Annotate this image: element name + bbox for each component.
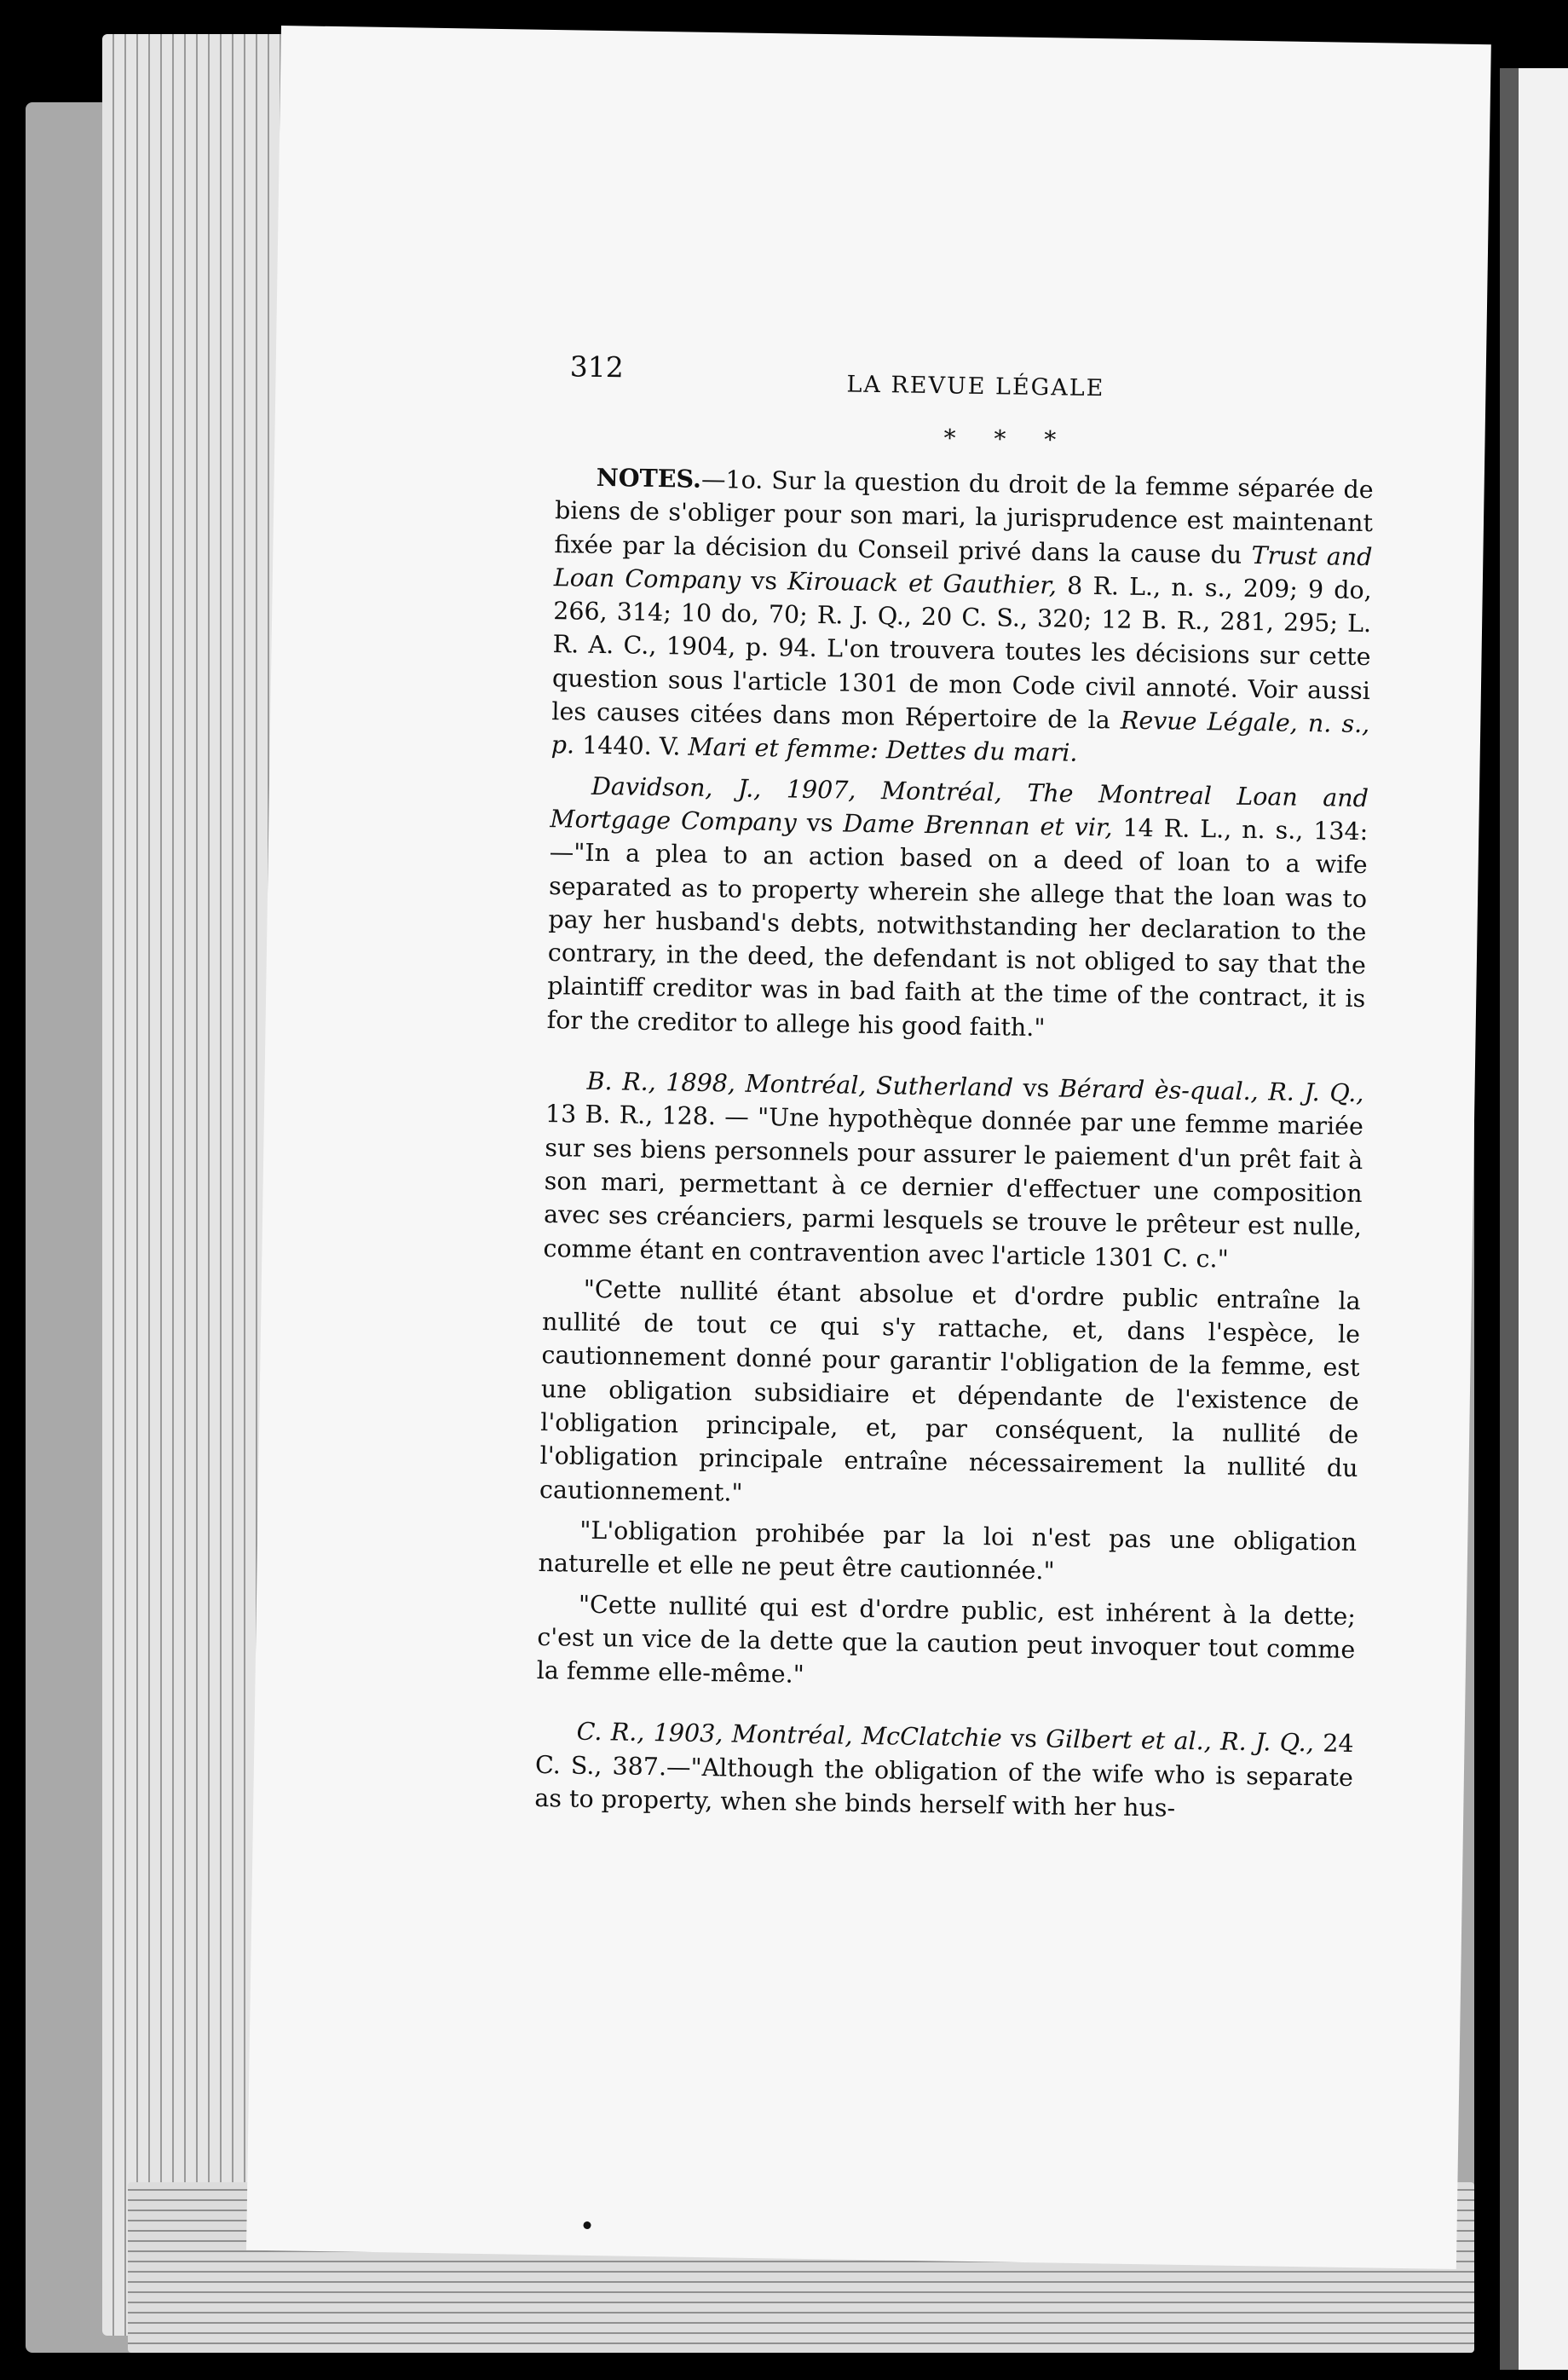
page-sheet xyxy=(246,26,1491,2269)
notes-text: —1o. Sur la question du droit de la femme séparée de biens de s'obliger pour son mari, la jurisprudence est maintenant fixée par la décision du Conseil privé dans la cause du xyxy=(554,465,1374,569)
notes-case-party: Kirouack et Gauthier, xyxy=(787,567,1058,600)
sutherland-case-head: B. R., 1898, Montréal, Sutherland xyxy=(586,1066,1014,1102)
mcclatchie-vs: vs xyxy=(1001,1724,1046,1753)
paragraph-mcclatchie xyxy=(534,1714,1354,1828)
notes-cross-ref: Mari et femme: Dettes du mari. xyxy=(688,732,1078,768)
mcclatchie-quote: 24 C. S., 387.—"Although the obligation of the wife who is separate as to property, when she binds herself with her hus- xyxy=(534,1729,1354,1823)
notes-vs: vs xyxy=(740,566,788,596)
davidson-party: Dame Brennan et vir, xyxy=(843,809,1113,842)
ink-dot xyxy=(583,2221,591,2229)
sutherland-party: Bérard ès-qual., R. J. Q., xyxy=(1058,1074,1364,1108)
sutherland-quote: 13 B. R., 128. — "Une hypothèque donnée par une femme mariée sur ses biens personnels pour assurer le paiement d'un prêt fait à son mari, permettant à ce dernier d'effectuer une composition avec ses créanciers, parmi lesquels se trouve le prêteur est nulle, comme étant en contravention avec l'article 1301 C. c." xyxy=(543,1100,1364,1274)
notes-page-ref: 1440. V. xyxy=(574,731,689,761)
running-head: LA REVUE LÉGALE xyxy=(846,371,1105,402)
sutherland-vs: vs xyxy=(1012,1073,1060,1103)
notes-citations: 8 R. L., n. s., 209; 9 do, 266, 314; 10 do, 70; R. J. Q., 20 C. S., 320; 12 B. R., 281, 295; L. R. A. C., 1904, p. 94. L'on trouvera toutes les décisions sur cette question sous l'article 1301 de mon Code civil annoté. Voir aussi les causes citées dans mon Répertoire de la xyxy=(551,571,1372,735)
davidson-citation: 14 R. L., n. s., 134:— xyxy=(549,813,1369,867)
paragraph-davidson xyxy=(546,769,1369,1049)
paragraph-obligation: "L'obligation prohibée par la loi n'est pas une obligation naturelle et elle ne peut être cautionnée." xyxy=(538,1516,1358,1586)
mcclatchie-party: Gilbert et al., R. J. Q., xyxy=(1046,1724,1315,1758)
page-number: 312 xyxy=(569,349,625,384)
body-text xyxy=(534,460,1374,1828)
section-separator: * * * xyxy=(943,424,1072,454)
davidson-vs: vs xyxy=(796,808,844,838)
facing-page-edge xyxy=(1500,68,1568,2370)
davidson-case-head: Davidson, J., 1907, Montréal, The Montreal Loan and Mortgage Company xyxy=(550,771,1369,837)
notes-label: NOTES. xyxy=(596,462,702,494)
mcclatchie-case-head: C. R., 1903, Montréal, McClatchie xyxy=(576,1718,1003,1753)
notes-case-name: Trust and Loan Company xyxy=(553,540,1373,595)
paragraph-notes xyxy=(551,460,1373,775)
notes-revue-ref: Revue Légale, n. s., p. xyxy=(551,706,1370,760)
paragraph-sutherland xyxy=(543,1064,1364,1278)
paragraph-nullite: "Cette nullité étant absolue et d'ordre public entraîne la nullité de tout ce qui s'y rattache, et, dans l'espèce, le cautionnement donné pour garantir l'obligation de la femme, est une obligation subsidiaire et dépendante de l'existence de l'obligation principale, et, par conséquent, la nullité de l'obligation principale entraîne nécessairement la nullité du cautionnement." xyxy=(539,1274,1361,1507)
paragraph-vice: "Cette nullité qui est d'ordre public, est inhérent à la dette; c'est un vice de la dette que la caution peut invoquer tout comme la femme elle-même." xyxy=(536,1590,1357,1689)
davidson-quote: "In a plea to an action based on a deed of loan to a wife separated as to property wherein she allege that the loan was to pay her husband's debts, notwithstanding her declaration to the contrary, in the deed, the defendant is not obliged to say that the plaintiff creditor was in bad faith at the time of the contract, it is for the creditor to allege his good faith." xyxy=(546,838,1368,1042)
